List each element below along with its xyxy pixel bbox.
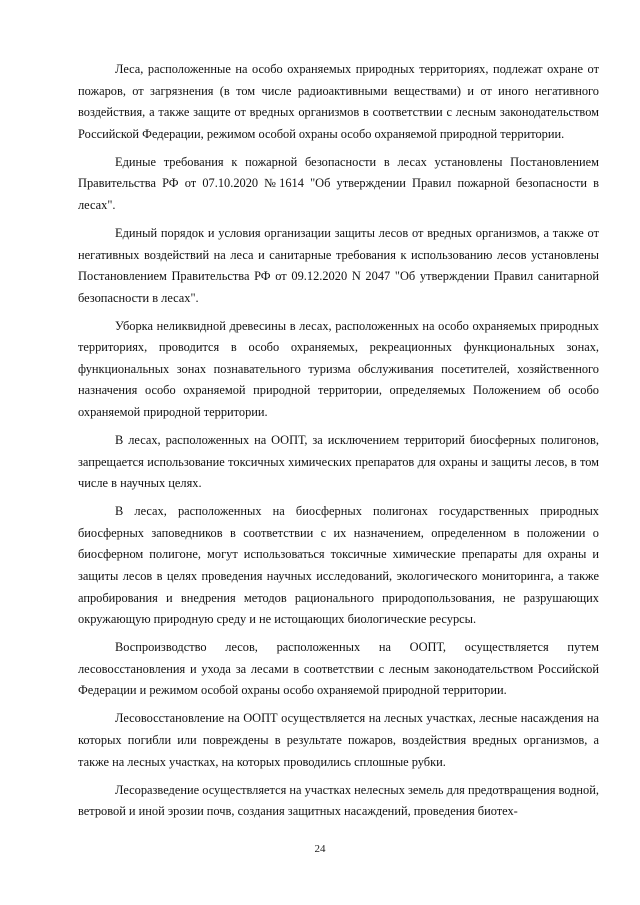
paragraph: Воспроизводство лесов, расположенных на ООПТ, осуществляется путем лесовосстановления и ухода за лесами в соответствии с лесным законодательством Российской Федерации и режимом особой охраны особо охраняемой природной территории. [78,640,599,698]
paragraph: В лесах, расположенных на ООПТ, за исключением территорий биосферных полигонов, запрещается использование токсичных химических препаратов для охраны и защиты лесов, в том числе в научных целях. [78,433,599,491]
paragraph: Единый порядок и условия организации защиты лесов от вредных организмов, а также от негативных воздействий на леса и санитарные требования к использованию лесов установлены Постановлением Правительства РФ от 09.12.2020 N 2047 "Об утверждении Правил санитарной безопасности в лесах". [78,226,599,305]
paragraph: Единые требования к пожарной безопасности в лесах установлены Постановлением Правительства РФ от 07.10.2020 №1614 "Об утверждении Правил пожарной безопасности в лесах". [78,154,599,212]
document-body [78,59,599,829]
paragraph: Лесоразведение осуществляется на участках нелесных земель для предотвращения водной, ветровой и иной эрозии почв, создания защитных насаждений, проведения биотех- [78,782,599,819]
paragraph: Лесовосстановление на ООПТ осуществляется на лесных участках, лесные насаждения на которых погибли или повреждены в результате пожаров, воздействия вредных организмов, а также на лесных участках, на которых проводились сплошные рубки. [78,711,599,769]
paragraph: В лесах, расположенных на биосферных полигонах государственных природных биосферных заповедников в соответствии с их назначением, определенном в положении о биосферном полигоне, могут использоваться токсичные химические препараты для охраны и защиты лесов в целях проведения научных исследований, экологического мониторинга, а также апробирования и внедрения методов рационального природопользования, не разрушающих окружающую природную среду и не истощающих биологические ресурсы. [78,504,599,627]
page-number: 24 [314,843,326,855]
paragraph: Уборка неликвидной древесины в лесах, расположенных на особо охраняемых природных территориях, проводится в особо охраняемых, рекреационных функциональных зонах, функциональных зонах познавательного туризма обслуживания посетителей, хозяйственного назначения особо охраняемой природной территории, определяемых Положением об особо охраняемой природной территории. [78,318,599,419]
paragraph: Леса, расположенные на особо охраняемых природных территориях, подлежат охране от пожаров, от загрязнения (в том числе радиоактивными веществами) и от иного негативного воздействия, а также защите от вредных организмов в соответствии с лесным законодательством Российской Федерации, режимом особой охраны особо охраняемой природной территории. [78,62,599,141]
